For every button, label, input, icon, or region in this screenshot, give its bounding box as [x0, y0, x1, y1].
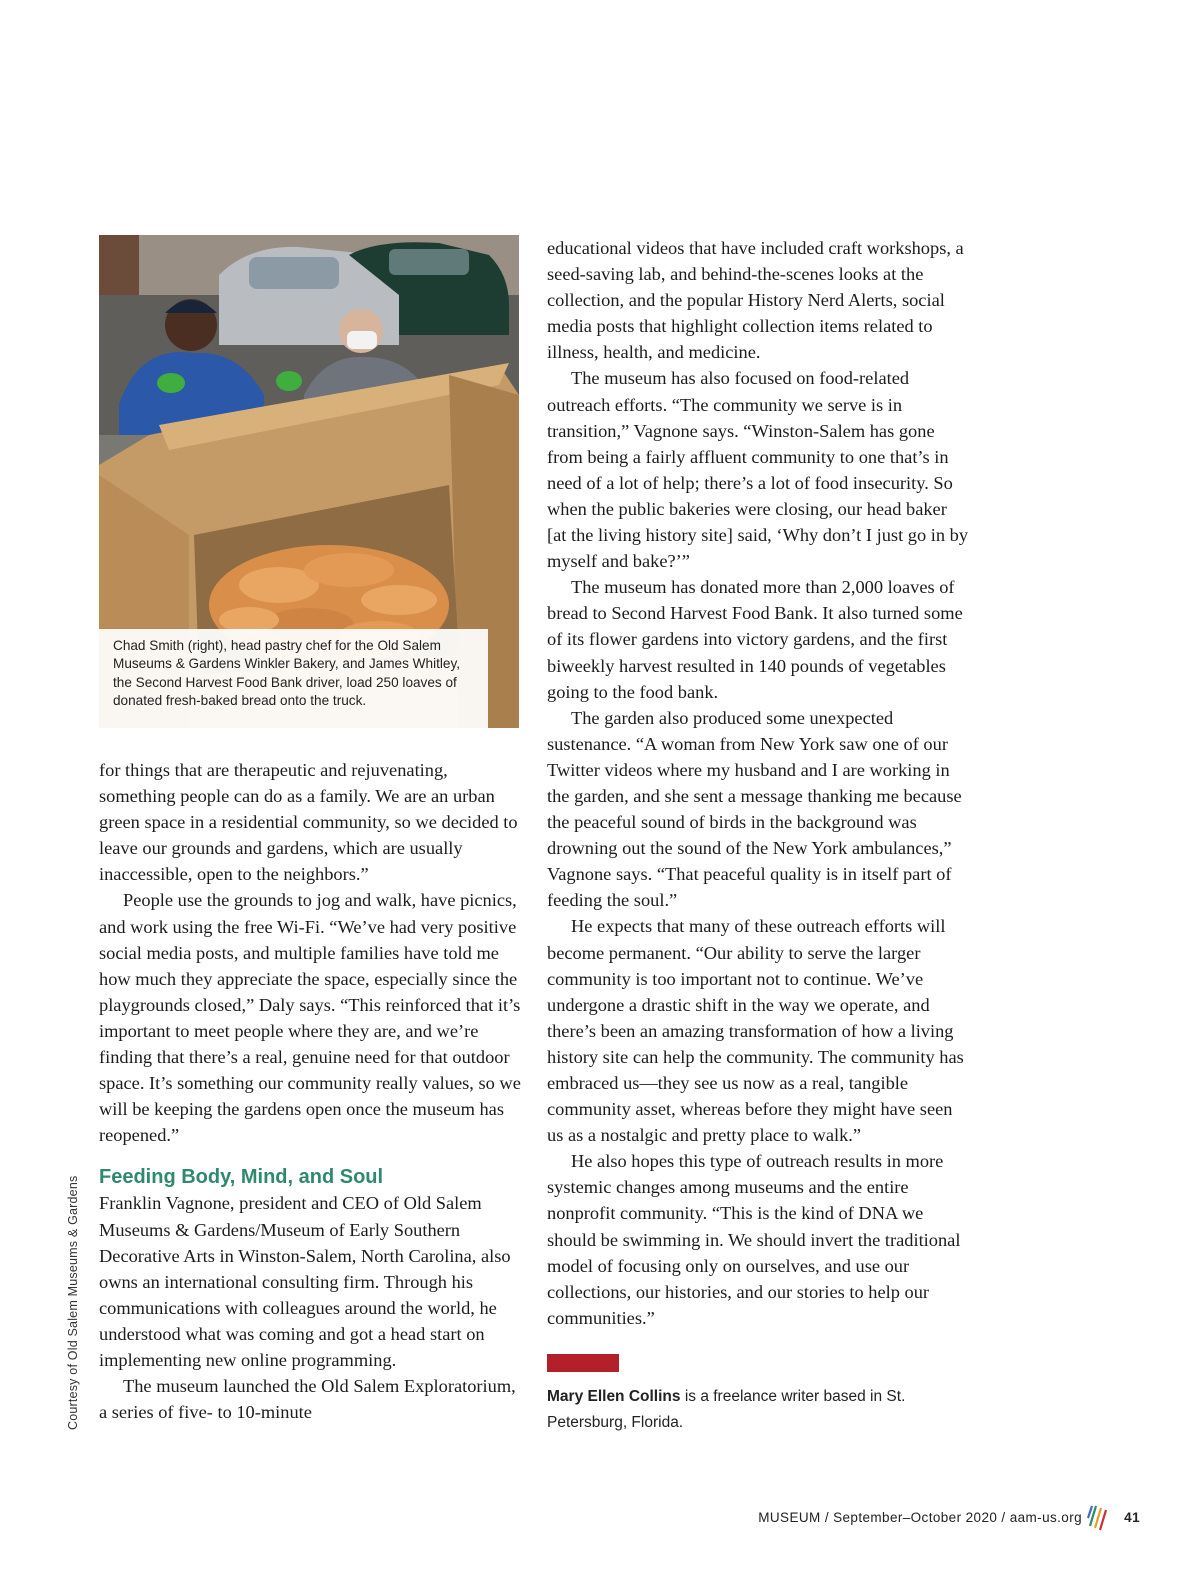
right-paragraph-1: educational videos that have included craft workshops, a seed-saving lab, and behind-the-scenes looks at the collection, and the popular History Nerd Alerts, social media posts that highlight collection items related to illness, health, and medicine.	[547, 238, 964, 363]
accent-bar	[547, 1354, 619, 1372]
author-description: is a freelance writer based in St. Petersburg, Florida.	[547, 1388, 906, 1431]
page-footer	[600, 1500, 1140, 1536]
footer-text: MUSEUM / September–October 2020 / aam-us.org	[758, 1510, 1082, 1525]
page-number: 41	[1124, 1510, 1140, 1525]
photo-credit: Courtesy of Old Salem Museums & Gardens	[66, 1175, 80, 1430]
left-paragraph-2: People use the grounds to jog and walk, have picnics, and work using the free Wi-Fi. “We’ve had very positive social media posts, and multiple families have told me how much they appreciate the space, especially since the playgrounds closed,” Daly says. “This reinforced that it’s important to meet people where they are, and we’re finding that there’s a real, genuine need for that outdoor space. It’s something our community really values, so we will be keeping the gardens open once the museum has reopened.”	[99, 890, 521, 1146]
right-paragraph-3: The museum has donated more than 2,000 loaves of bread to Second Harvest Food Bank. It also turned some of its flower gardens into victory gardens, and the first biweekly harvest resulted in 140 pounds of vegetables going to the food bank.	[547, 577, 963, 702]
author-bio	[547, 1384, 967, 1436]
right-paragraph-4: The garden also produced some unexpected sustenance. “A woman from New York saw one of our Twitter videos where my husband and I are working in the garden, and she sent a message thanking me because the peaceful sound of birds in the background was drowning out the sound of the New York ambulances,” Vagnone says. “That peaceful quality is in itself part of feeding the soul.”	[547, 707, 962, 911]
right-paragraph-5: He expects that many of these outreach efforts will become permanent. “Our ability to serve the larger community is too important not to continue. We’ve undergone a drastic shift in the way we operate, and there’s been an amazing transformation of how a living history site can help the community. The community has embraced us—they see us now as a real, tangible community asset, whereas before they might have seen us as a nostalgic and pretty place to walk.”	[547, 916, 964, 1146]
aam-logo-icon	[1086, 1502, 1110, 1532]
left-paragraph-1: for things that are therapeutic and rejuvenating, something people can do as a family. We are an urban green space in a residential community, so we decided to leave our grounds and gardens, which are usually inaccessible, open to the neighbors.”	[99, 760, 518, 885]
left-paragraph-3: Franklin Vagnone, president and CEO of Old Salem Museums & Gardens/Museum of Early Southern Decorative Arts in Winston-Salem, North Carolina, also owns an international consulting firm. Through his communications with colleagues around the world, he understood what was coming and got a head start on implementing new online programming.	[99, 1193, 511, 1370]
right-paragraph-2: The museum has also focused on food-related outreach efforts. “The community we serve is in transition,” Vagnone says. “Winston-Salem has gone from being a fairly affluent community to one that’s in need of a lot of help; there’s a lot of food insecurity. So when the public bakeries were closing, our head baker [at the living history site] said, ‘Why don’t I just go in by myself and bake?’”	[547, 368, 969, 572]
section-heading: Feeding Body, Mind, and Soul	[99, 1166, 384, 1189]
right-paragraph-6: He also hopes this type of outreach results in more systemic changes among museums and the entire nonprofit community. “This is the kind of DNA we should be swimming in. We should invert the traditional model of focusing only on ourselves, and use our collections, our histories, and our stories to help our communities.”	[547, 1151, 961, 1328]
author-name: Mary Ellen Collins	[547, 1388, 681, 1405]
right-column	[547, 235, 969, 1331]
photo-caption: Chad Smith (right), head pastry chef for the Old Salem Museums & Gardens Winkler Bakery, and James Whitley, the Second Harvest Food Bank driver, load 250 loaves of donated fresh-baked bread onto the truck.	[99, 629, 488, 728]
left-paragraph-4: The museum launched the Old Salem Exploratorium, a series of five- to 10-minute	[99, 1376, 516, 1423]
left-column	[99, 757, 521, 1425]
